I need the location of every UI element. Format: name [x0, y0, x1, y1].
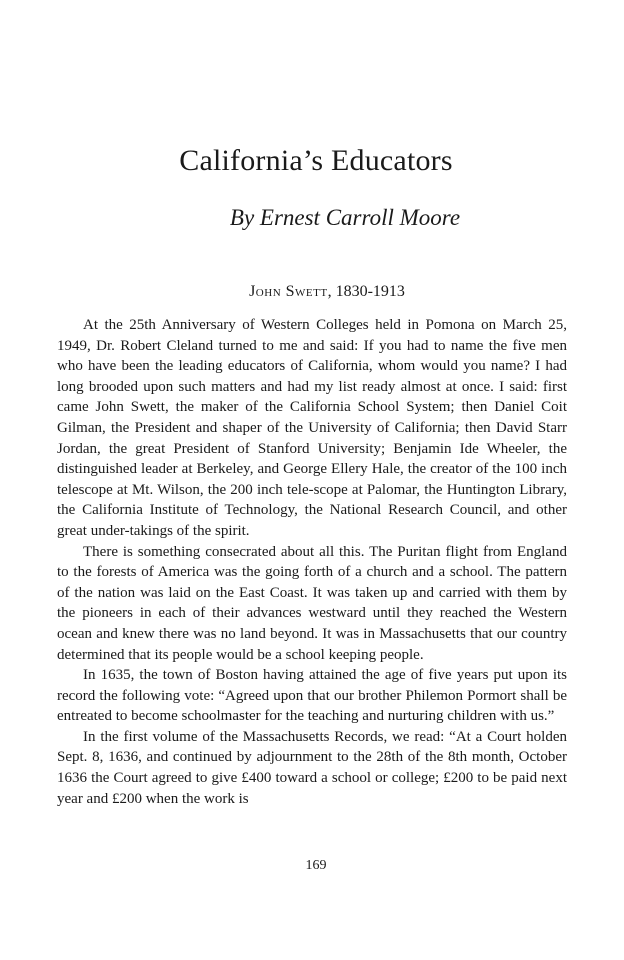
section-heading	[0, 282, 624, 302]
body-paragraph: At the 25th Anniversary of Western Colleges held in Pomona on March 25, 1949, Dr. Robert Cleland turned to me and said: If you had to name the five men who have been the leading educators of California, whom would you name? I had long brooded upon such matters and had my list ready almost at once. I said: first came John Swett, the maker of the California School System; then Daniel Coit Gilman, the President and shaper of the University of California; then David Starr Jordan, the great President of Stanford University; Benjamin Ide Wheeler, the distinguished leader at Berkeley, and George Ellery Hale, the creator of the 100 inch telescope at Mt. Wilson, the 200 inch tele-scope at Palomar, the Huntington Library, the California Institute of Technology, the National Research Council, and other great under-takings of the spirit.	[57, 317, 567, 539]
article-body	[57, 315, 567, 809]
body-paragraph: There is something consecrated about all this. The Puritan flight from England to the forests of America was the going forth of a church and a school. The pattern of the nation was laid on the East Coast. It was taken up and carried with them by the pioneers in each of their advances westward until they reached the Western ocean and knew there was no land beyond. It was in Massachusetts that our country determined that its people would be a school keeping people.	[57, 543, 567, 663]
section-heading-dates: , 1830-1913	[327, 283, 405, 300]
body-paragraph: In 1635, the town of Boston having attained the age of five years put upon its record the following vote: “Agreed upon that our brother Philemon Pormort shall be entreated to become schoolmaster for the teaching and nurturing children with us.”	[57, 667, 567, 725]
article-title: California’s Educators	[179, 144, 453, 177]
article-byline: By Ernest Carroll Moore	[229, 205, 461, 230]
page-number: 169	[305, 858, 327, 873]
body-paragraph: In the first volume of the Massachusetts Records, we read: “At a Court holden Sept. 8, 1636, and continued by adjournment to the 28th of the 8th month, October 1636 the Court agreed to give £400 toward a school or college; £200 to be paid next year and £200 when the work is	[57, 728, 567, 807]
section-heading-name: John Swett	[249, 283, 328, 300]
